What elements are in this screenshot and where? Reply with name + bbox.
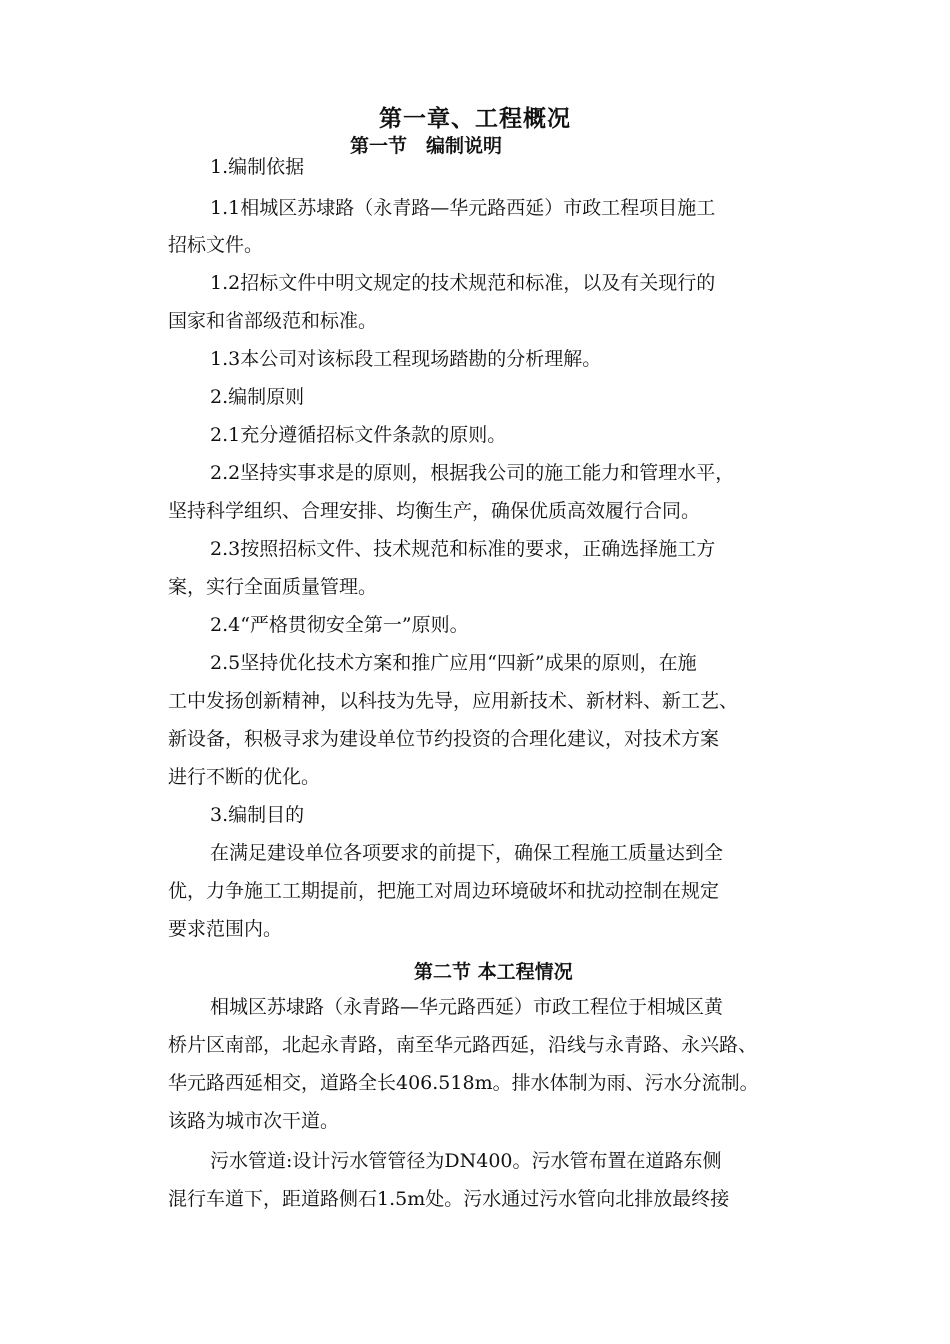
text-line: 2.1充分遵循招标文件条款的原则。 [210,424,507,446]
text-line: 优，力争施工工期提前，把施工对周边环境破坏和扰动控制在规定 [168,880,720,902]
text-line: 1.3本公司对该标段工程现场踏勘的分析理解。 [210,348,602,370]
text-line: 招标文件。 [168,234,264,256]
text-line: 1.1相城区苏埭路（永青路—华元路西延）市政工程项目施工 [210,197,716,219]
text-line: 工中发扬创新精神，以科技为先导，应用新技术、新材料、新工艺、 [168,690,739,712]
text-line: 混行车道下，距道路侧石1.5m处。污水通过污水管向北排放最终接 [168,1188,730,1210]
section-title-1: 第一节 编制说明 [350,135,503,157]
text-line: 污水管道:设计污水管管径为DN400。污水管布置在道路东侧 [210,1150,722,1172]
text-line: 桥片区南部，北起永青路，南至华元路西延，沿线与永青路、永兴路、 [168,1034,758,1056]
text-line: 2.2坚持实事求是的原则，根据我公司的施工能力和管理水平， [210,462,735,484]
text-line: 2.5坚持优化技术方案和推广应用“四新”成果的原则，在施 [210,652,697,674]
text-line: 1.编制依据 [210,156,305,178]
text-line: 相城区苏埭路（永青路—华元路西延）市政工程位于相城区黄 [210,996,724,1018]
text-line: 2.4“严格贯彻安全第一”原则。 [210,614,469,636]
text-line: 进行不断的优化。 [168,766,321,788]
section-title-2: 第二节 本工程情况 [414,961,573,983]
text-line: 该路为城市次干道。 [168,1110,340,1132]
text-line: 1.2招标文件中明文规定的技术规范和标准，以及有关现行的 [210,272,716,294]
chapter-title: 第一章、工程概况 [379,105,571,132]
text-line: 新设备，积极寻求为建设单位节约投资的合理化建议，对技术方案 [168,728,720,750]
text-line: 在满足建设单位各项要求的前提下，确保工程施工质量达到全 [210,842,724,864]
text-line: 华元路西延相交，道路全长406.518m。排水体制为雨、污水分流制。 [168,1072,759,1094]
text-line: 2.编制原则 [210,386,305,408]
text-line: 坚持科学组织、合理安排、均衡生产，确保优质高效履行合同。 [168,500,701,522]
text-line: 案，实行全面质量管理。 [168,576,378,598]
text-line: 要求范围内。 [168,918,283,940]
text-line: 2.3按照招标文件、技术规范和标准的要求，正确选择施工方 [210,538,716,560]
text-line: 3.编制目的 [210,804,305,826]
text-line: 国家和省部级范和标准。 [168,310,378,332]
